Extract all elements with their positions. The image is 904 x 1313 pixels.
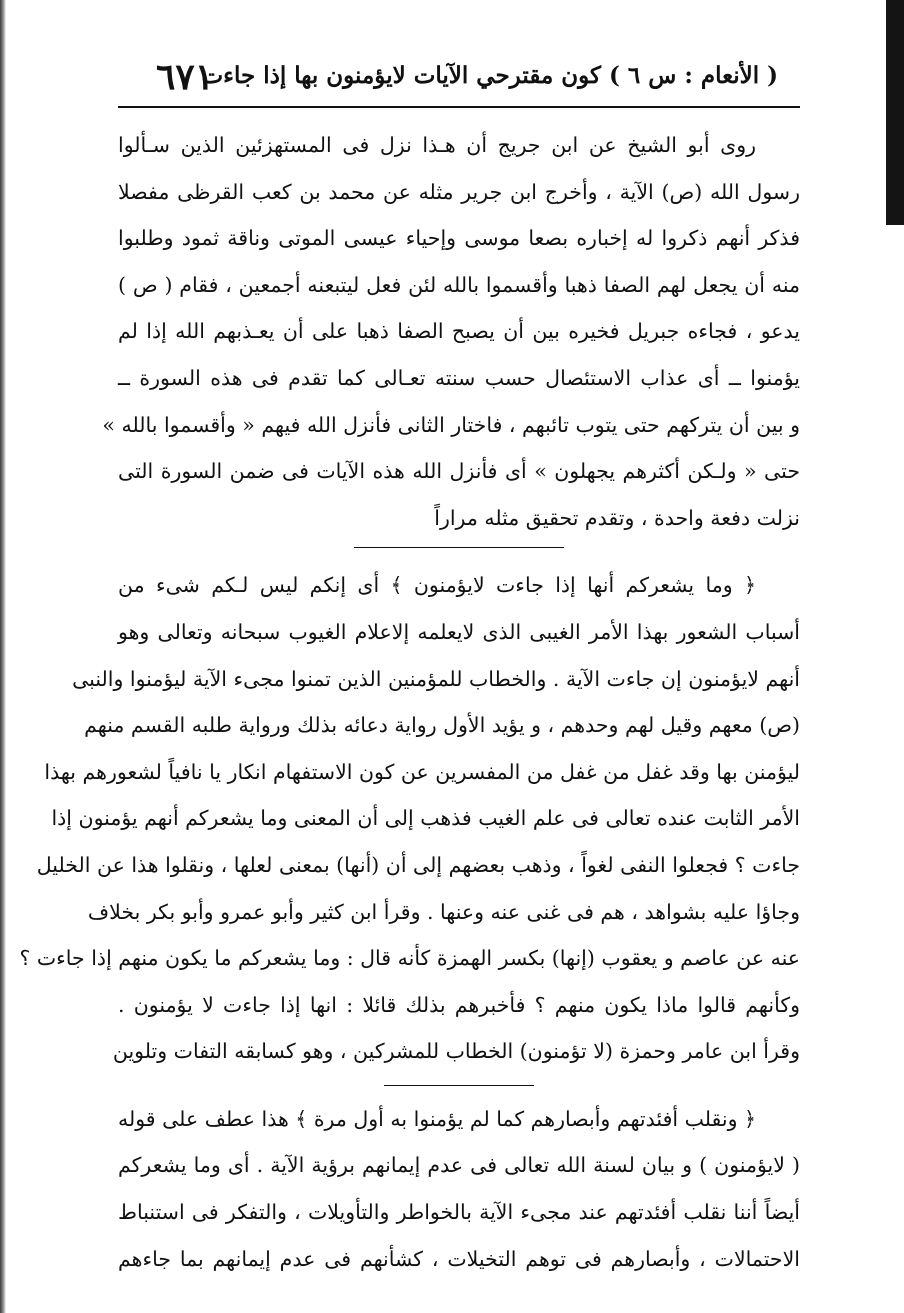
text-line: ﴿ وما يشعركم أنها إذا جاءت لايؤمنون ﴾ أى إنكم ليس لـكم شىء من	[118, 573, 756, 598]
section-separator	[354, 547, 564, 548]
paragraph-1	[102, 122, 800, 541]
text-line: أسباب الشعور بهذا الأمر الغيبى الذى لايعلمه إلاعلام الغيوب سبحانه وتعالى وهو	[118, 619, 800, 644]
header-rule	[118, 106, 800, 108]
paragraph-2	[19, 562, 800, 1075]
page-header	[118, 50, 800, 100]
text-line: منه أن يجعل لهم الصفا ذهبا وأقسموا بالله لئن فعل ليتبعنه أجمعين ، فقام ( ص )	[118, 272, 800, 297]
page-number: ٦٧١	[156, 56, 215, 98]
text-line: (ص) معهم وقيل لهم وحدهم ، و يؤيد الأول رواية دعائه بذلك ورواية طلبه القسم منهم	[84, 713, 800, 738]
text-line: جاءت ؟ فجعلوا النفى لغواً ، وذهب بعضهم إلى أن (أنها) بمعنى لعلها ، ونقلوا هذا عن الخليل	[36, 852, 800, 877]
text-line: وقرأ ابن عامر وحمزة (لا تؤمنون) الخطاب للمشركين ، وهو كسابقه التفات وتلوين	[112, 1039, 800, 1064]
text-line: وكأنهم قالوا ماذا يكون منهم ؟ فأخبرهم بذلك قائلا : انها إذا جاءت لا يؤمنون .	[118, 992, 800, 1017]
text-line: و بين أن يتركهم حتى يتوب تائبهم ، فاختار الثانى فأنزل الله فيهم « وأقسموا بالله »	[102, 412, 800, 437]
text-line: ﴿ ونقلب أفئدتهم وأبصارهم كما لم يؤمنوا به أول مرة ﴾ هذا عطف على قوله	[117, 1106, 756, 1131]
running-head: ( الأنعام : س ٦ ) كون مقترحي الآيات لايؤمنون بها إذا جاءت	[201, 62, 778, 89]
text-line: فذكر أنهم ذكروا له إخباره بصعا موسى وإحياء عيسى الموتى وناقة ثمود وطلبوا	[118, 226, 800, 251]
text-line: نزلت دفعة واحدة ، وتقدم تحقيق مثله مراراً	[434, 505, 800, 530]
text-line: رسول الله (ص) الآية ، وأخرج ابن جرير مثله عن محمد بن كعب القرظى مفصلا	[118, 179, 800, 204]
text-line: حتى « ولـكن أكثرهم يجهلون » أى فأنزل الله هذه الآيات فى ضمن السورة التى	[118, 459, 800, 484]
text-line: يؤمنوا ــ أى عذاب الاستئصال حسب سنته تعـالى كما تقدم فى هذه السورة ــ	[118, 365, 800, 390]
text-line: ( لايؤمنون ) و بيان لسنة الله تعالى فى عدم إيمانهم برؤية الآية . أى وما يشعركم	[118, 1153, 800, 1178]
page-right-edge-mark	[886, 0, 904, 225]
page-left-edge-shadow	[0, 0, 6, 1313]
paragraph-3	[118, 1096, 800, 1282]
text-line: روى أبو الشيخ عن ابن جريج أن هـذا نزل فى المستهزئين الذين سـألوا	[118, 133, 756, 157]
text-line: يدعو ، فجاءه جبريل فخيره بين أن يصبح الصفا ذهبا على أن يعـذبهم الله إذا لم	[118, 319, 800, 344]
book-page	[19, 50, 800, 1282]
body-text	[19, 122, 800, 1282]
text-line: ليؤمنن بها وقد غفل من غفل من المفسرين عن كون الاستفهام انكار يا نافياً لشعورهم بهذا	[44, 759, 800, 784]
text-line: عنه عن عاصم و يعقوب (إنها) بكسر الهمزة كأنه قال : وما يشعركم ما يكون منهم إذا جاءت ؟	[19, 946, 800, 971]
text-line: الأمر الثابت عنده تعالى فى علم الغيب فذهب إلى أن المعنى وما يشعركم أنهم يؤمنون إذا	[51, 806, 800, 831]
text-line: أنهم لايؤمنون إن جاءت الآية . والخطاب للمؤمنين الذين تمنوا مجىء الآية ليؤمنوا والنبى	[72, 666, 800, 691]
section-separator	[384, 1085, 534, 1086]
text-line: الاحتمالات ، وأبصارهم فى توهم التخيلات ، كشأنهم فى عدم إيمانهم بما جاءهم	[118, 1246, 800, 1271]
text-line: أيضاً أننا نقلب أفئدتهم عند مجىء الآية بالخواطر والتأويلات ، والتفكر فى استنباط	[118, 1200, 800, 1225]
text-line: وجاؤا عليه بشواهد ، هم فى غنى عنه وعنها . وقرأ ابن كثير وأبو عمرو وأبو بكر بخلاف	[87, 899, 800, 924]
